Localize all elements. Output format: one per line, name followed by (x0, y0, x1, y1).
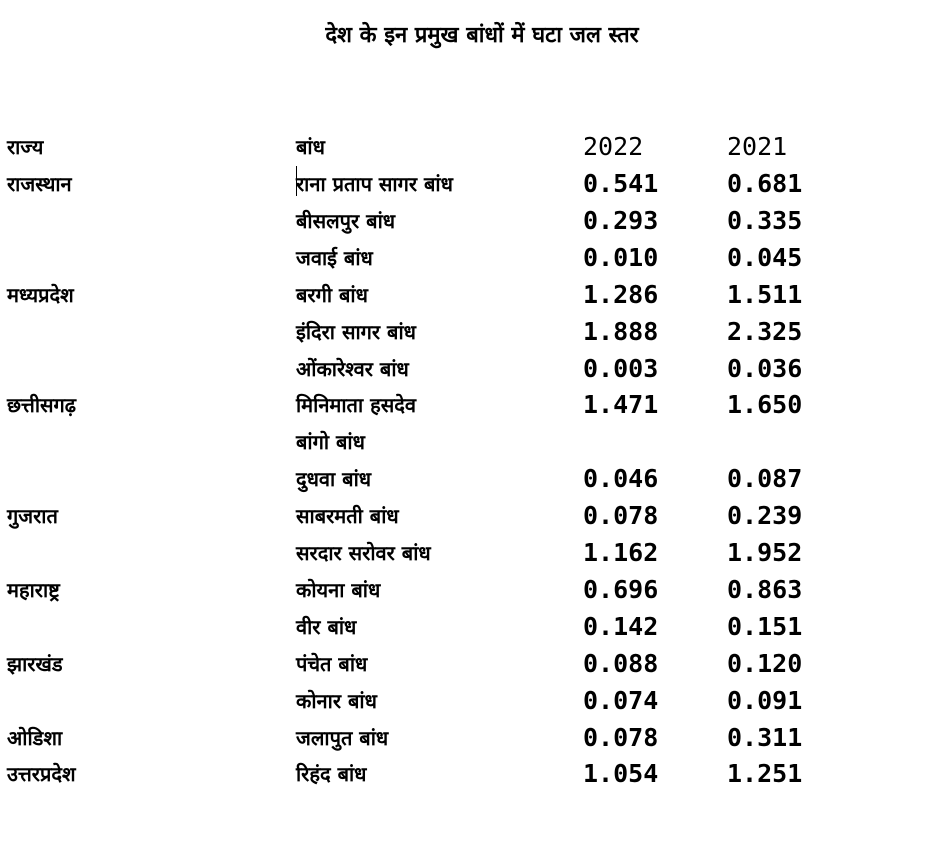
level-2021-cell: 0.681 (727, 169, 803, 198)
level-2022-cell: 0.046 (583, 464, 659, 493)
dam-name-cell: मिनिमाता हसदेव (296, 393, 416, 417)
level-2021-cell: 1.650 (727, 390, 803, 419)
dam-name-cell: वीर बांध (296, 615, 357, 639)
state-cell: गुजरात (7, 504, 58, 528)
level-2022-cell: 1.054 (583, 759, 659, 788)
dam-name-cell: बांगो बांध (296, 430, 365, 454)
page-title: देश के इन प्रमुख बांधों में घटा जल स्तर (325, 23, 639, 48)
level-2022-cell: 0.088 (583, 649, 659, 678)
state-cell: राजस्थान (7, 172, 72, 196)
dam-name-cell: जवाई बांध (296, 246, 373, 270)
dam-name-cell: कोनार बांध (296, 689, 377, 713)
level-2022-cell: 0.696 (583, 575, 659, 604)
level-2021-cell: 0.036 (727, 354, 803, 383)
dam-name-cell: बरगी बांध (296, 283, 368, 307)
level-2022-cell: 0.078 (583, 723, 659, 752)
level-2022-cell: 1.162 (583, 538, 659, 567)
state-cell: मध्यप्रदेश (7, 283, 74, 307)
level-2021-cell: 0.087 (727, 464, 803, 493)
header-dam: बांध (296, 135, 325, 159)
level-2022-cell: 1.471 (583, 390, 659, 419)
dam-name-cell: जलापुत बांध (296, 726, 389, 750)
level-2021-cell: 0.151 (727, 612, 803, 641)
level-2021-cell: 0.239 (727, 501, 803, 530)
dam-name-cell: बीसलपुर बांध (296, 209, 396, 233)
level-2021-cell: 0.120 (727, 649, 803, 678)
state-cell: ओडिशा (7, 726, 63, 750)
state-cell: झारखंड (7, 652, 63, 676)
level-2021-cell: 0.091 (727, 686, 803, 715)
level-2022-cell: 1.888 (583, 317, 659, 346)
level-2022-cell: 0.074 (583, 686, 659, 715)
level-2021-cell: 1.952 (727, 538, 803, 567)
level-2022-cell: 1.286 (583, 280, 659, 309)
level-2022-cell: 0.142 (583, 612, 659, 641)
level-2021-cell: 0.311 (727, 723, 803, 752)
dam-name-cell: दुधवा बांध (296, 467, 372, 491)
level-2022-cell: 0.010 (583, 243, 659, 272)
header-state: राज्य (7, 135, 44, 159)
level-2022-cell: 0.003 (583, 354, 659, 383)
dam-name-cell: इंदिरा सागर बांध (296, 320, 416, 344)
level-2022-cell: 0.293 (583, 206, 659, 235)
dam-name-cell: सरदार सरोवर बांध (296, 541, 431, 565)
level-2021-cell: 2.325 (727, 317, 803, 346)
state-cell: छत्तीसगढ़ (7, 393, 77, 417)
header-year-2022: 2022 (583, 132, 644, 161)
level-2021-cell: 0.045 (727, 243, 803, 272)
dam-name-cell: रिहंद बांध (296, 762, 367, 786)
dam-name-cell: साबरमती बांध (296, 504, 399, 528)
level-2021-cell: 1.251 (727, 759, 803, 788)
dam-name-cell: ओंकारेश्वर बांध (296, 357, 409, 381)
level-2021-cell: 1.511 (727, 280, 803, 309)
level-2021-cell: 0.863 (727, 575, 803, 604)
dam-name-cell: राना प्रताप सागर बांध (296, 172, 453, 196)
header-year-2021: 2021 (727, 132, 788, 161)
level-2022-cell: 0.078 (583, 501, 659, 530)
level-2022-cell: 0.541 (583, 169, 659, 198)
dam-name-cell: कोयना बांध (296, 578, 381, 602)
state-cell: उत्तरप्रदेश (7, 762, 76, 786)
level-2021-cell: 0.335 (727, 206, 803, 235)
dam-name-cell: पंचेत बांध (296, 652, 368, 676)
state-cell: महाराष्ट्र (7, 578, 60, 602)
